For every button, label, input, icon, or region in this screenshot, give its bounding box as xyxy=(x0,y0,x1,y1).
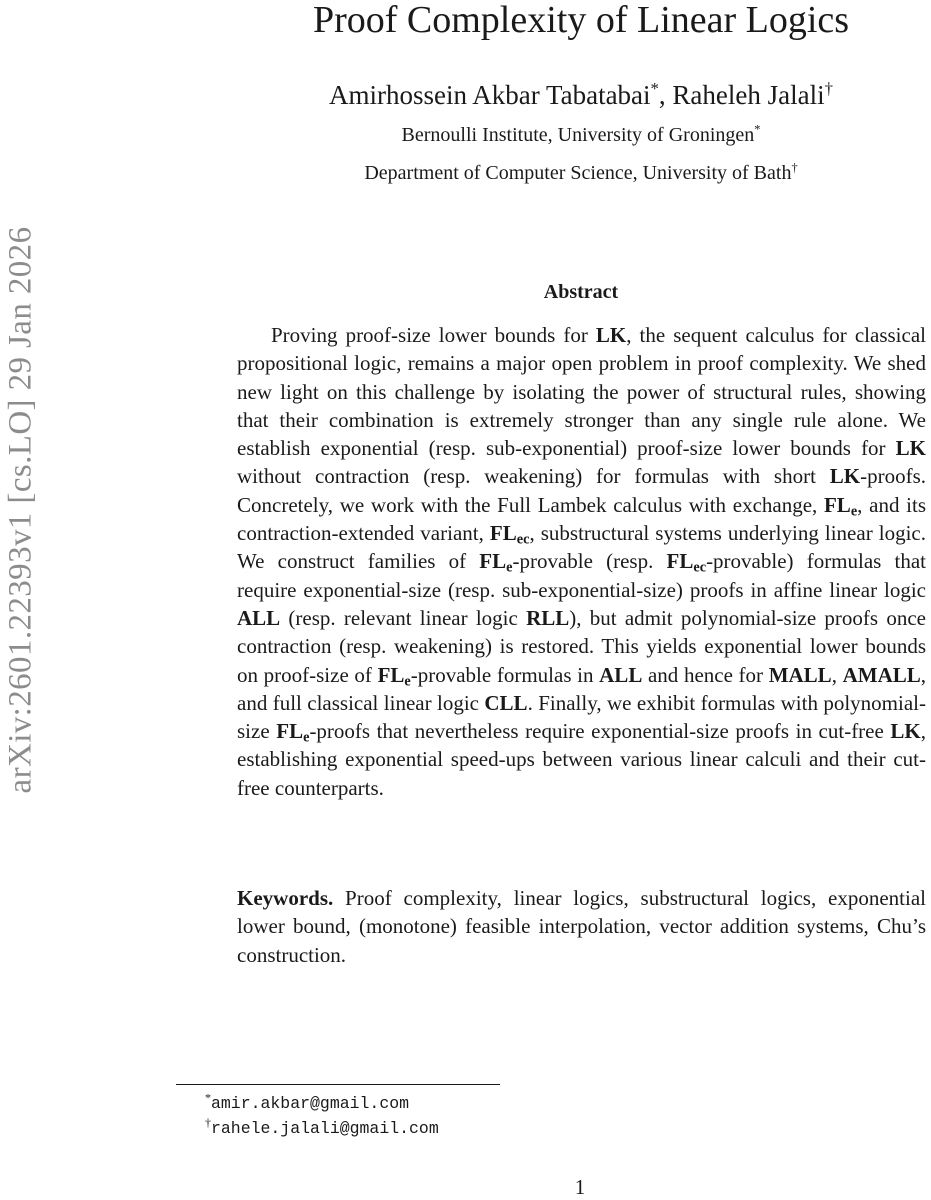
footnote-email[interactable]: rahele.jalali@gmail.com xyxy=(211,1119,439,1138)
keywords-paragraph xyxy=(237,884,926,969)
footnote-email[interactable]: amir.akbar@gmail.com xyxy=(211,1094,410,1113)
keywords-label: Keywords. xyxy=(237,886,334,910)
keywords-text: Proof complexity, linear logics, substructural logics, exponential lower bound, (monotone) feasible interpolation, vector addition systems, Chu’s construction. xyxy=(237,886,926,967)
footnote-item xyxy=(205,1091,439,1116)
author-list xyxy=(236,78,926,112)
author-footnote-mark: † xyxy=(824,79,833,98)
arxiv-identifier-text: arXiv:2601.22393v1 [cs.LO] 29 Jan 2026 xyxy=(2,226,39,794)
footnote-divider xyxy=(176,1084,500,1085)
footnote-mark: † xyxy=(205,1115,211,1130)
page-number: 1 xyxy=(574,1175,586,1199)
affiliation-groningen xyxy=(236,122,926,148)
affiliation-text: Department of Computer Science, University of Bath xyxy=(364,162,792,184)
affiliation-bath xyxy=(236,160,926,186)
affiliation-mark: * xyxy=(754,122,761,137)
abstract-body: Proving proof-size lower bounds for LK, the sequent calculus for classical propositional logic, remains a major open problem in proof complexity. We shed new light on this challenge by isolating the power of structural rules, showing that their combination is extremely stronger than any single rule alone. We establish exponential (resp. sub-exponential) proof-size lower bounds for LK without contraction (resp. weakening) for formulas with short LK-proofs. Concretely, we work with the Full Lambek calculus with exchange, $FL_e$, and its contraction-extended variant, $FL_{ec}$, substructural systems underlying linear logic. We construct families of $FL_e$-provable (resp. $FL_{ec}-provable$) formulas that require exponential-size (resp. sub-exponential-size) proofs in affine linear logic ALL (resp. relevant linear logic RLL), but admit polynomial-size proofs once contraction (resp. weakening) is restored. This yields exponential lower bounds on proof-size of $FL_e$-provable formulas in ALL and hence for MALL, AMALL, and full classical linear logic CLL. Finally, we exhibit formulas with polynomial-size $FL_e$-proofs that nevertheless require exponential-size proofs in cut-free LK, establishing exponential speed-ups between various linear calculi and their cut-free counterparts. xyxy=(237,323,927,800)
affiliation-text: Bernoulli Institute, University of Groningen xyxy=(401,124,755,146)
footnote-mark: * xyxy=(205,1090,211,1105)
paper-title: Proof Complexity of Linear Logics xyxy=(312,0,850,41)
abstract-heading: Abstract xyxy=(543,281,619,303)
affiliation-mark: † xyxy=(791,160,798,175)
author-name: Amirhossein Akbar Tabatabai xyxy=(329,80,651,110)
footnotes xyxy=(205,1091,439,1141)
author-name: Raheleh Jalali xyxy=(672,80,825,110)
author-separator: , xyxy=(658,80,673,110)
footnote-item xyxy=(205,1116,439,1141)
arxiv-identifier-stamp xyxy=(0,148,42,872)
author-footnote-mark: * xyxy=(650,79,659,98)
